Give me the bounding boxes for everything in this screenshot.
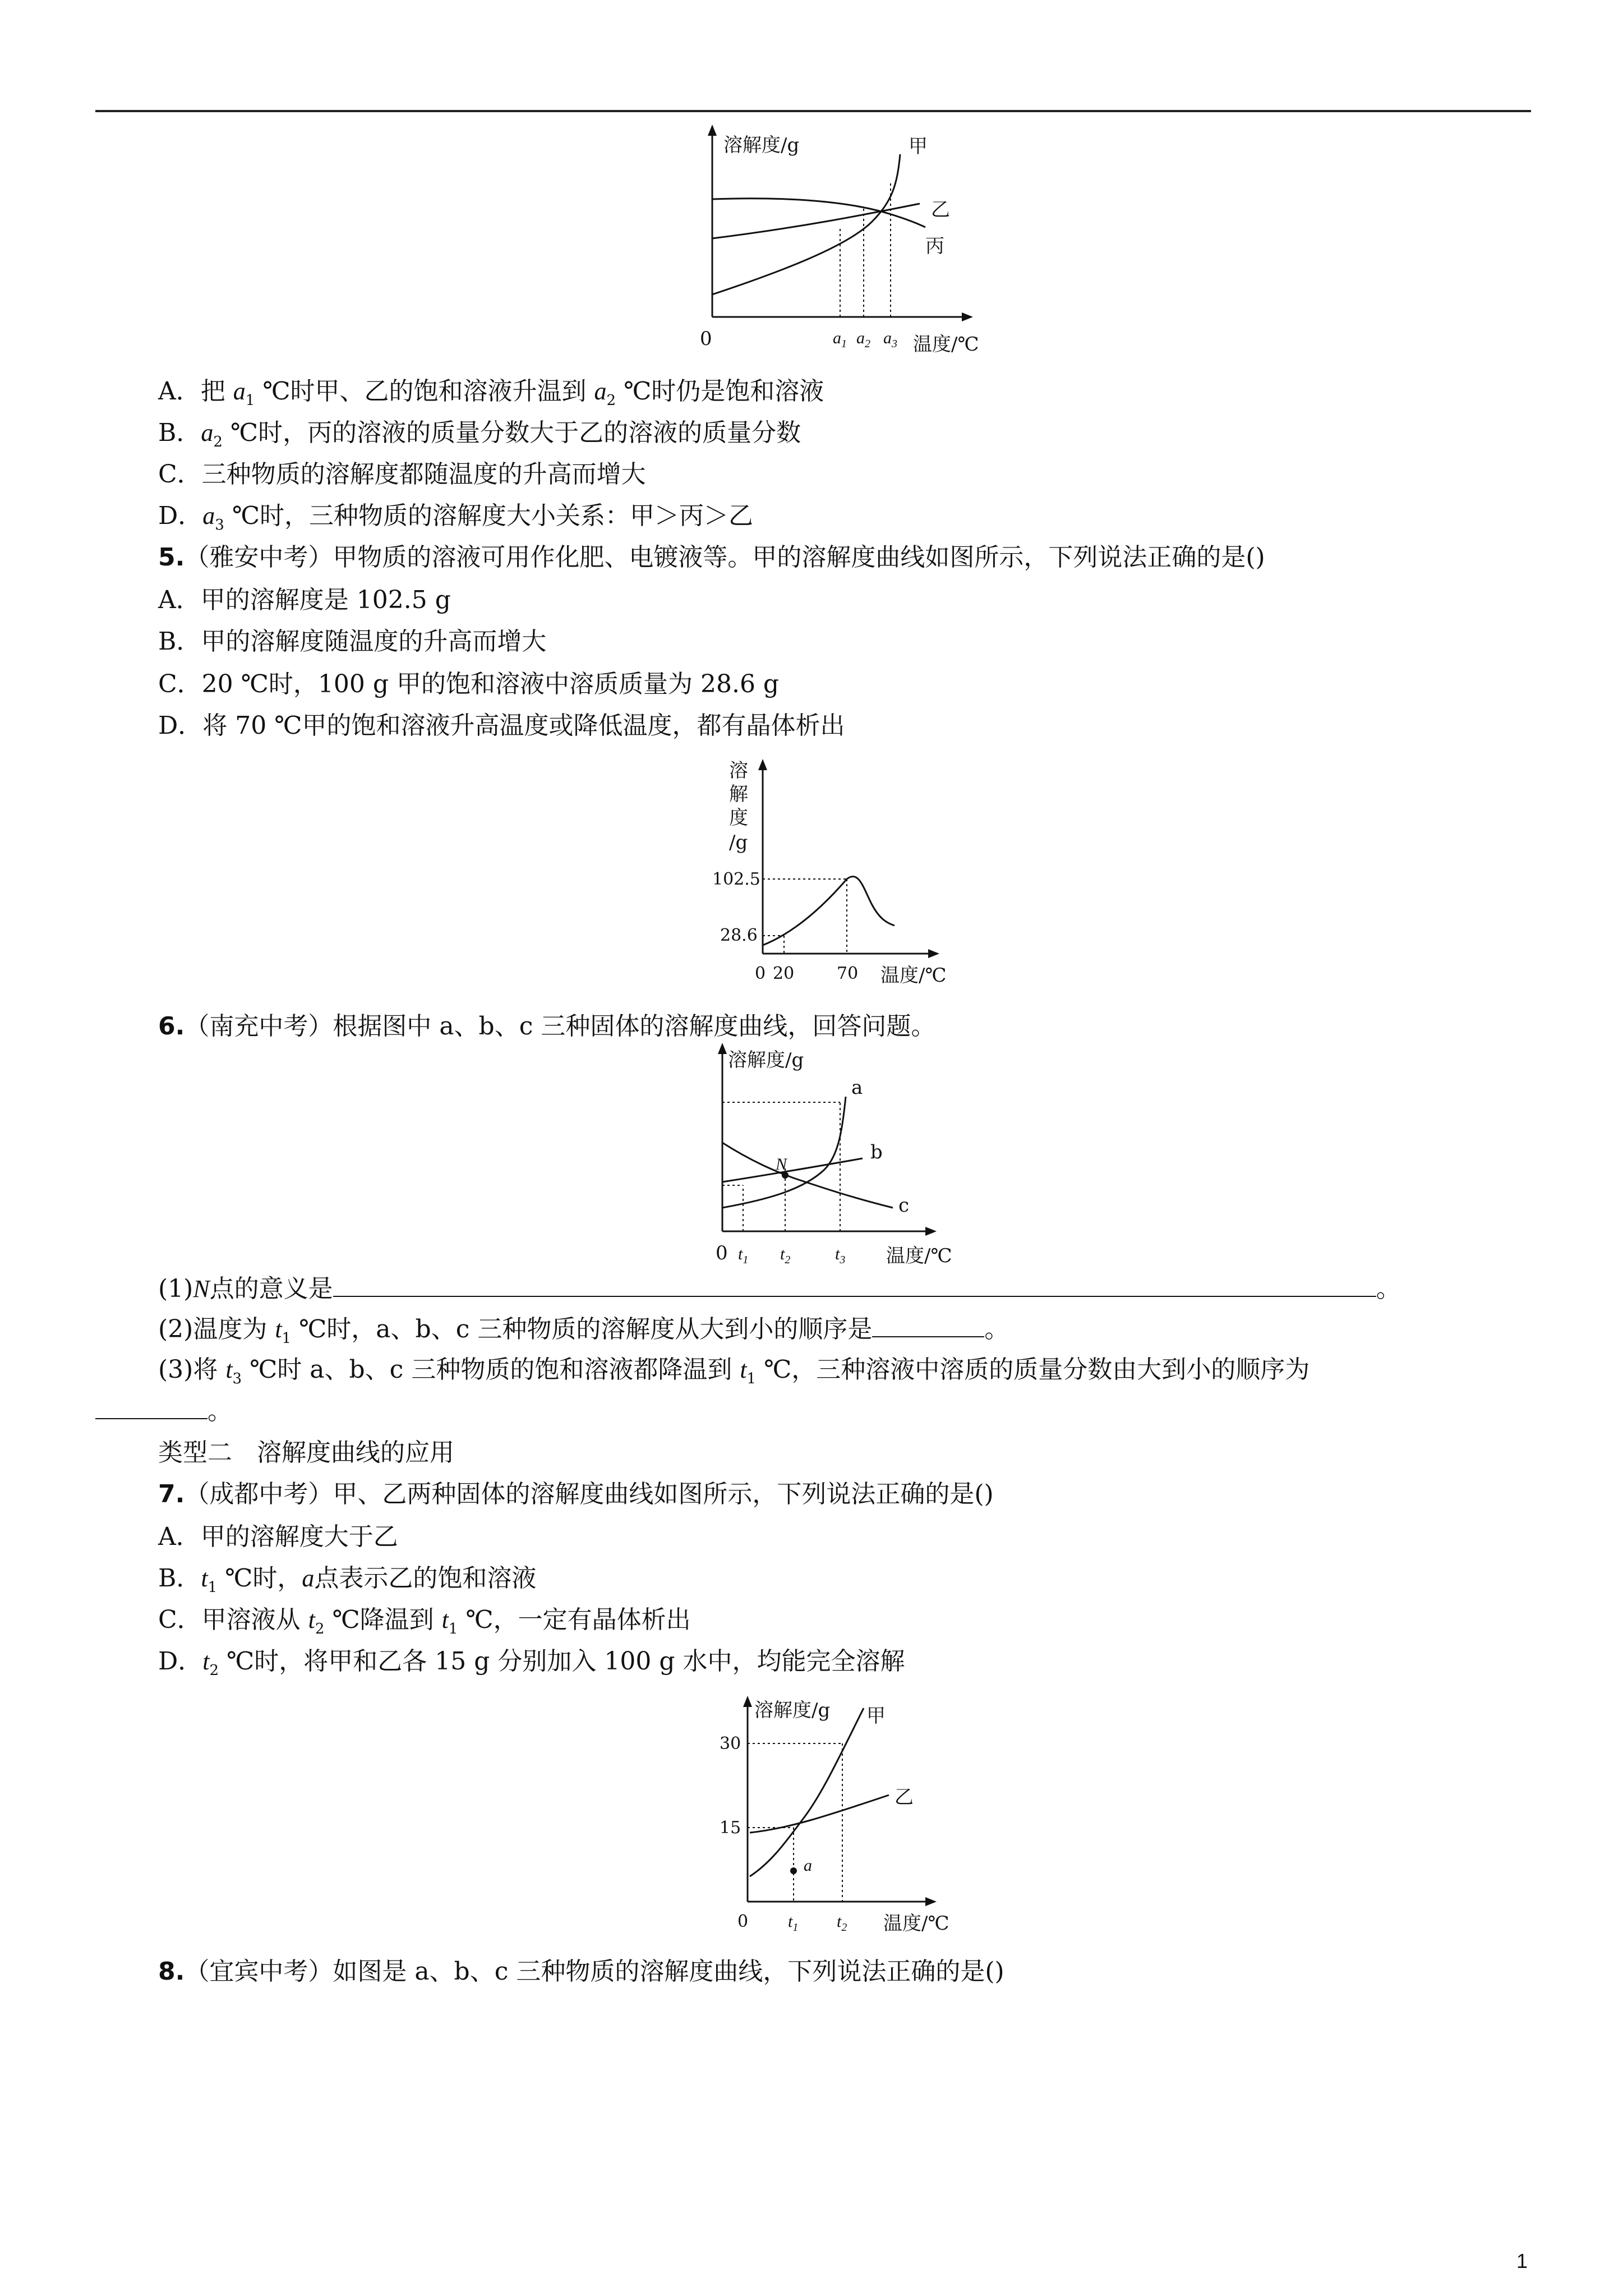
tick-y-30: 30 <box>720 1734 741 1754</box>
tick-t2: $t_2$ <box>780 1245 791 1266</box>
q6-stem: 6.（南充中考）根据图中 a、b、c 三种固体的溶解度曲线，回答问题。 <box>158 1012 936 1041</box>
series-a-label: a <box>851 1076 863 1099</box>
y-label-line3: 度 <box>729 807 748 829</box>
chart-solubility-jia-yi-q7 <box>704 1691 984 1938</box>
y-axis-label: 溶解度/g <box>723 134 800 157</box>
q7-option-b: B．$t_1$ ℃时，a点表示乙的饱和溶液 <box>158 1564 537 1596</box>
tick-x-20: 20 <box>773 964 795 983</box>
q5-option-d: D．将 70 ℃甲的饱和溶液升高温度或降低温度，都有晶体析出 <box>158 711 845 740</box>
y-axis-label: 溶解度/g <box>754 1699 831 1722</box>
x-axis-arrow <box>925 1227 937 1236</box>
q6-sub3-cont: 。 <box>95 1395 232 1428</box>
chart-solubility-abc <box>695 1041 987 1271</box>
y-axis-arrow <box>718 1043 727 1054</box>
q5-stem: 5.（雅安中考）甲物质的溶液可用作化肥、电镀液等。甲的溶解度曲线如图所示，下列说法正确的是() <box>158 543 1265 572</box>
answer-blank-2[interactable] <box>872 1314 984 1337</box>
y-axis-arrow <box>758 759 767 770</box>
x-axis-label: 温度/℃ <box>880 964 947 987</box>
header-rule <box>95 110 1531 112</box>
series-b-label: b <box>870 1141 883 1163</box>
tick-y-28-6: 28.6 <box>720 926 758 945</box>
q4-option-d: D．$a_3$ ℃时，三种物质的溶解度大小关系：甲＞丙＞乙 <box>158 501 754 533</box>
q7-option-a: A．甲的溶解度大于乙 <box>158 1522 398 1551</box>
q7-option-c: C．甲溶液从 $t_2$ ℃降温到 $t_1$ ℃，一定有晶体析出 <box>158 1605 691 1637</box>
q8-stem: 8.（宜宾中考）如图是 a、b、c 三种物质的溶解度曲线，下列说法正确的是() <box>158 1957 1004 1986</box>
section-heading: 类型二 溶解度曲线的应用 <box>158 1438 454 1467</box>
tick-y-102-5: 102.5 <box>712 869 760 889</box>
answer-blank-1[interactable] <box>333 1273 1376 1297</box>
tick-a1: $a_1$ <box>833 329 847 350</box>
x-axis-label: 温度/℃ <box>913 333 979 356</box>
origin-label: 0 <box>755 964 766 983</box>
series-jia-label: 甲 <box>866 1705 886 1727</box>
tick-t1: $t_1$ <box>788 1912 799 1934</box>
answer-blank-3[interactable] <box>95 1396 208 1419</box>
q7-option-d: D．$t_2$ ℃时，将甲和乙各 15 g 分别加入 100 g 水中，均能完全溶解 <box>158 1647 905 1679</box>
y-label-line2: 解 <box>729 783 748 806</box>
chart-solubility-jia-yi-bing <box>662 123 998 365</box>
y-label-line1: 溶 <box>729 760 748 782</box>
tick-t3: $t_3$ <box>835 1245 846 1266</box>
series-yi-label: 乙 <box>931 199 950 221</box>
q4-option-b: B．$a_2$ ℃时，丙的溶液的质量分数大于乙的溶液的质量分数 <box>158 418 801 450</box>
q6-sub1: (1)N点的意义是 。 <box>158 1274 1401 1303</box>
origin-label: 0 <box>700 328 712 350</box>
series-yi-curve <box>750 1795 889 1833</box>
q6-sub3: (3)将 $t_3$ ℃时 a、b、c 三种物质的饱和溶液都降温到 $t_1$ ℃，三种溶液中溶质的质量分数由大到小的顺序为 <box>158 1355 1310 1387</box>
x-axis-label: 温度/℃ <box>886 1245 952 1267</box>
point-n-label: N <box>776 1155 787 1174</box>
q4-option-a: A．把 $a_1$ ℃时甲、乙的饱和溶液升温到 $a_2$ ℃时仍是饱和溶液 <box>158 377 824 409</box>
series-c-label: c <box>898 1194 910 1217</box>
series-a-curve <box>722 1097 846 1208</box>
q6-sub2: (2)温度为 $t_1$ ℃时，a、b、c 三种物质的溶解度从大到小的顺序是 。 <box>158 1315 1009 1347</box>
q4-option-c: C．三种物质的溶解度都随温度的升高而增大 <box>158 460 646 489</box>
q7-stem: 7.（成都中考）甲、乙两种固体的溶解度曲线如图所示，下列说法正确的是() <box>158 1480 994 1508</box>
tick-y-15: 15 <box>720 1818 741 1838</box>
y-label-line4: /g <box>729 831 748 854</box>
series-jia-label: 甲 <box>909 135 928 158</box>
point-a <box>790 1867 797 1874</box>
page-number: 1 <box>1516 2249 1528 2272</box>
series-jia-curve <box>750 1708 864 1876</box>
x-axis-arrow <box>962 312 973 321</box>
y-axis-label: 溶解度/g <box>728 1049 804 1071</box>
tick-t1: $t_1$ <box>738 1245 749 1266</box>
series-yi-label: 乙 <box>895 1786 914 1809</box>
tick-a3: $a_3$ <box>883 329 897 350</box>
tick-a2: $a_2$ <box>856 329 870 350</box>
q5-option-b: B．甲的溶解度随温度的升高而增大 <box>158 627 547 656</box>
x-axis-arrow <box>925 1897 937 1906</box>
series-bing-label: 丙 <box>925 235 944 257</box>
point-a-label: a <box>804 1856 812 1875</box>
chart-solubility-jia-q5 <box>712 754 981 996</box>
y-axis-arrow <box>708 125 717 136</box>
y-axis-arrow <box>743 1696 752 1707</box>
x-axis-arrow <box>928 949 939 958</box>
tick-x-70: 70 <box>837 964 859 983</box>
series-jia-curve <box>763 877 895 945</box>
series-bing-curve <box>712 204 920 238</box>
x-axis-label: 温度/℃ <box>883 1912 949 1935</box>
tick-t2: $t_2$ <box>837 1912 847 1934</box>
origin-label: 0 <box>737 1912 749 1931</box>
origin-label: 0 <box>716 1242 728 1264</box>
q5-option-a: A．甲的溶解度是 102.5 g <box>158 586 451 614</box>
series-c-curve <box>722 1143 893 1208</box>
q5-option-c: C．20 ℃时，100 g 甲的饱和溶液中溶质质量为 28.6 g <box>158 670 780 698</box>
